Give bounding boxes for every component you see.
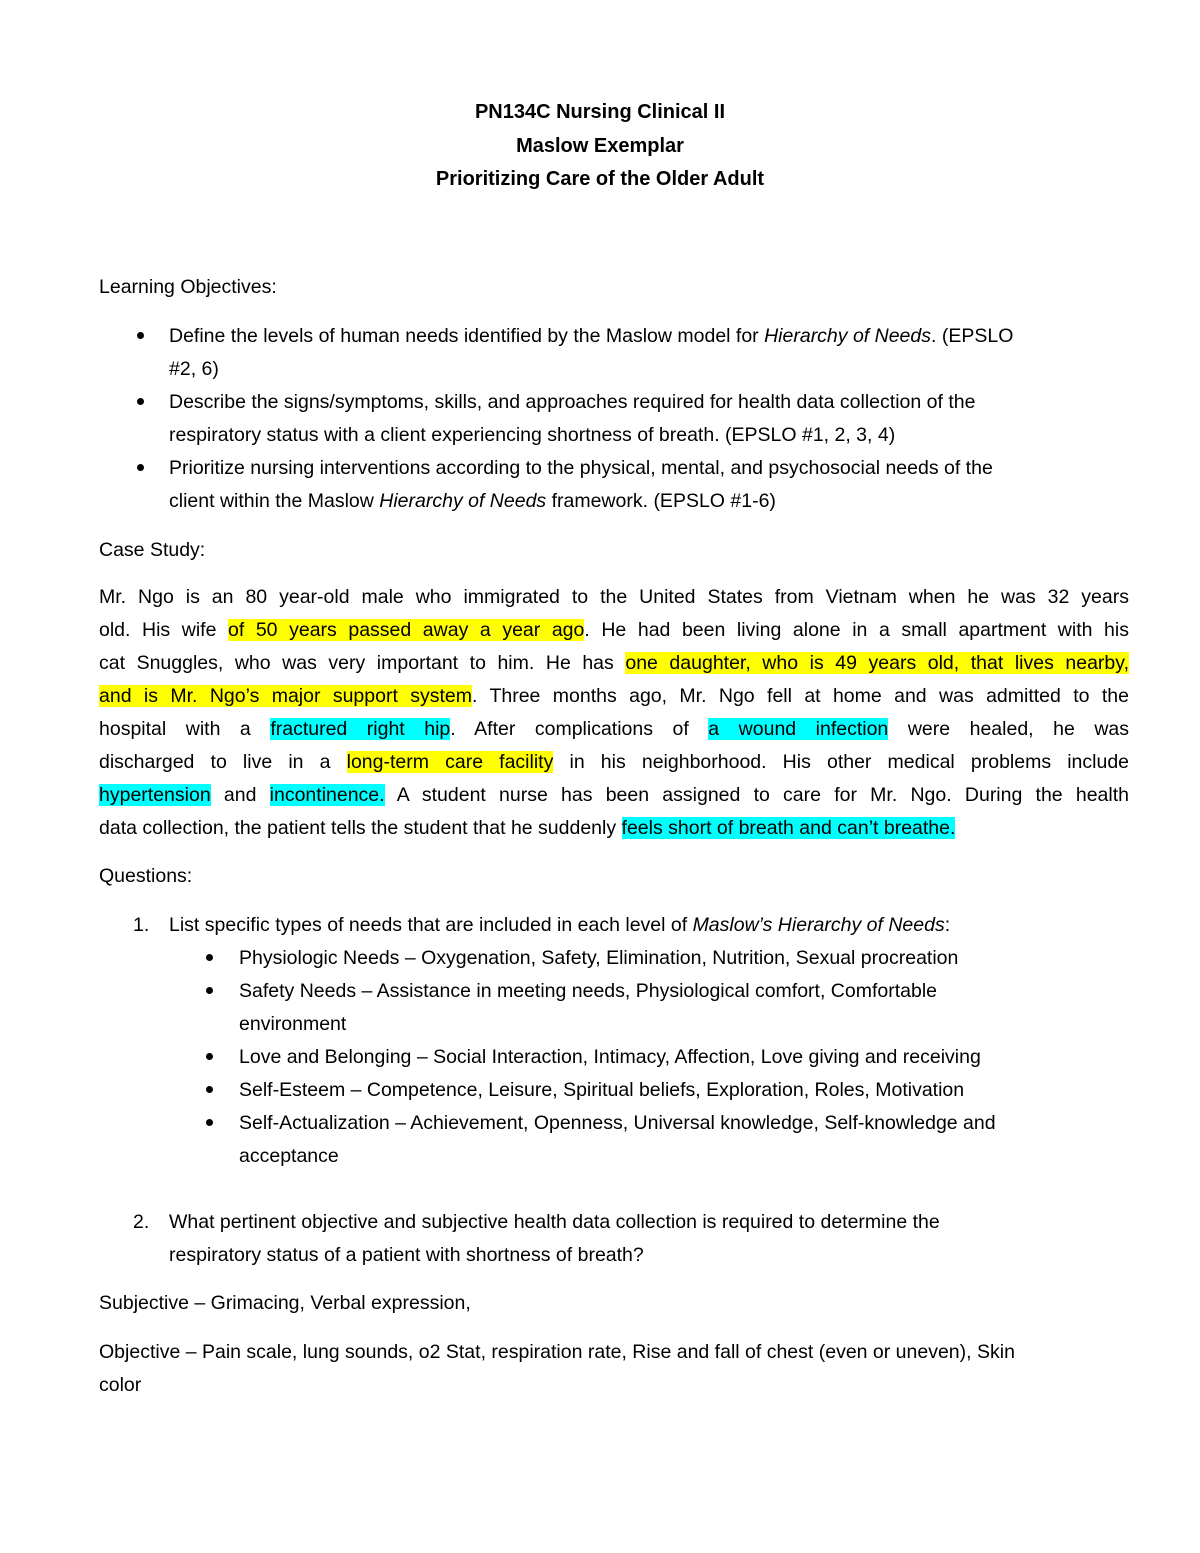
case-line: cat Snuggles, who was very important to him. He has one daughter, who is 49 years old, that lives nearby, bbox=[99, 652, 1129, 674]
needs-love-belonging: Love and Belonging – Social Interaction, Intimacy, Affection, Love giving and receiving bbox=[239, 1046, 981, 1068]
objective-1-line-1: Define the levels of human needs identified by the Maslow model for Hierarchy of Needs. (EPSLO bbox=[169, 325, 1014, 347]
bullet-icon bbox=[137, 464, 144, 471]
highlight-cyan: fractured right hip bbox=[270, 718, 451, 740]
course-title: PN134C Nursing Clinical II bbox=[474, 101, 726, 123]
case-line: data collection, the patient tells the student that he suddenly feels short of breath and can’t breathe. bbox=[99, 817, 956, 839]
highlight-yellow: long-term care facility bbox=[346, 751, 554, 773]
bullet-icon bbox=[137, 398, 144, 405]
needs-safety-line-1: Safety Needs – Assistance in meeting needs, Physiological comfort, Comfortable bbox=[239, 980, 938, 1002]
highlight-cyan: hypertension bbox=[99, 784, 211, 806]
question-2-number: 2. bbox=[133, 1211, 150, 1233]
case-line: and is Mr. Ngo’s major support system. Three months ago, Mr. Ngo fell at home and was admitted to the bbox=[99, 685, 1129, 707]
case-study-heading: Case Study: bbox=[99, 539, 206, 561]
needs-physiologic: Physiologic Needs – Oxygenation, Safety, Elimination, Nutrition, Sexual procreation bbox=[239, 947, 959, 969]
objective-2-line-2: respiratory status with a client experiencing shortness of breath. (EPSLO #1, 2, 3, 4) bbox=[169, 424, 896, 446]
objective-answer-line-2: color bbox=[99, 1374, 142, 1396]
objective-3-line-1: Prioritize nursing interventions according to the physical, mental, and psychosocial needs of the bbox=[169, 457, 993, 479]
needs-self-esteem: Self-Esteem – Competence, Leisure, Spiritual beliefs, Exploration, Roles, Motivation bbox=[239, 1079, 965, 1101]
objective-3-line-2: client within the Maslow Hierarchy of Needs framework. (EPSLO #1-6) bbox=[169, 490, 776, 512]
bullet-icon bbox=[137, 332, 144, 339]
question-2-line-2: respiratory status of a patient with shortness of breath? bbox=[169, 1244, 644, 1266]
highlight-cyan: incontinence. bbox=[269, 784, 385, 806]
objective-answer-line-1: Objective – Pain scale, lung sounds, o2 Stat, respiration rate, Rise and fall of chest (even or uneven), Skin bbox=[99, 1341, 1015, 1363]
highlight-yellow: and is Mr. Ngo’s major support system bbox=[99, 685, 473, 707]
exemplar-title: Maslow Exemplar bbox=[516, 135, 684, 157]
subjective-answer: Subjective – Grimacing, Verbal expression, bbox=[99, 1292, 471, 1314]
bullet-icon bbox=[206, 1119, 213, 1126]
objectives-heading: Learning Objectives: bbox=[99, 276, 277, 298]
question-1-text: List specific types of needs that are included in each level of Maslow’s Hierarchy of Needs: bbox=[169, 914, 951, 936]
case-line: hospital with a fractured right hip. After complications of a wound infection were healed, he was bbox=[99, 718, 1130, 740]
objective-1-line-2: #2, 6) bbox=[169, 358, 219, 380]
case-line: old. His wife of 50 years passed away a year ago. He had been living alone in a small apartment with his bbox=[99, 619, 1129, 641]
question-2-line-1: What pertinent objective and subjective health data collection is required to determine the bbox=[169, 1211, 940, 1233]
case-line: Mr. Ngo is an 80 year-old male who immigrated to the United States from Vietnam when he was 32 years bbox=[99, 586, 1129, 608]
bullet-icon bbox=[206, 1053, 213, 1060]
question-1-number: 1. bbox=[133, 914, 150, 936]
highlight-cyan: a wound infection bbox=[708, 718, 889, 740]
case-line: hypertension and incontinence. A student nurse has been assigned to care for Mr. Ngo. During the health bbox=[99, 784, 1130, 806]
needs-safety-line-2: environment bbox=[239, 1013, 347, 1035]
highlight-yellow: of 50 years passed away a year ago bbox=[228, 619, 585, 641]
questions-heading: Questions: bbox=[99, 865, 193, 887]
bullet-icon bbox=[206, 1086, 213, 1093]
objective-2-line-1: Describe the signs/symptoms, skills, and approaches required for health data collection of the bbox=[169, 391, 976, 413]
bullet-icon bbox=[206, 987, 213, 994]
needs-self-actualization-line-2: acceptance bbox=[239, 1145, 339, 1167]
needs-self-actualization-line-1: Self-Actualization – Achievement, Openness, Universal knowledge, Self-knowledge and bbox=[239, 1112, 996, 1134]
highlight-yellow: one daughter, who is 49 years old, that lives nearby, bbox=[625, 652, 1129, 674]
highlight-cyan: feels short of breath and can’t breathe. bbox=[621, 817, 956, 839]
bullet-icon bbox=[206, 954, 213, 961]
document-subtitle: Prioritizing Care of the Older Adult bbox=[435, 168, 765, 190]
case-study-paragraph bbox=[99, 581, 1129, 845]
case-line: discharged to live in a long-term care facility in his neighborhood. His other medical problems include bbox=[99, 751, 1130, 773]
